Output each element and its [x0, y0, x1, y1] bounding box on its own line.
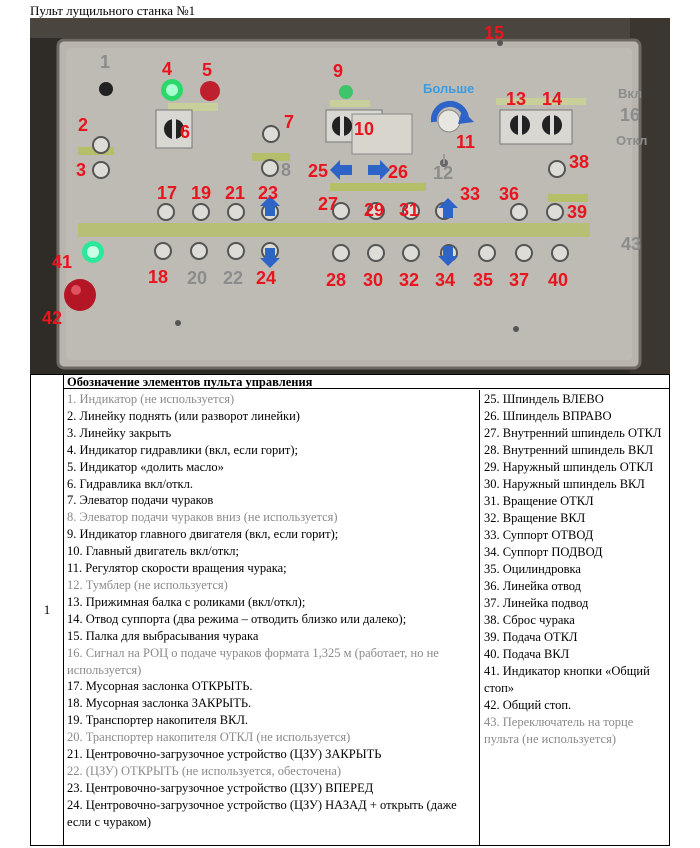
callout-13: 13 [506, 89, 527, 109]
legend-item: 13. Прижимная балка с роликами (вкл/откл); [67, 594, 306, 609]
legend-item: 12. Тумблер (не используется) [67, 577, 228, 592]
callout-8: 8 [281, 160, 292, 180]
legend-table [30, 374, 670, 846]
callout-34: 34 [435, 270, 456, 290]
legend-item: 4. Индикатор гидравлики (вкл, если горит); [67, 442, 299, 457]
legend-item: 11. Регулятор скорости вращения чурака; [67, 561, 287, 576]
legend-item: 38. Сброс чурака [484, 613, 575, 627]
callout-41: 41 [52, 252, 73, 272]
callout-5: 5 [202, 60, 213, 80]
legend-item: 17. Мусорная заслонка ОТКРЫТЬ. [67, 679, 253, 694]
callout-25: 25 [308, 161, 329, 181]
legend-item: 2. Линейку поднять (или разворот линейки) [67, 408, 300, 423]
callout-14: 14 [542, 89, 563, 109]
legend-item: 20. Транспортер накопителя ОТКЛ (не используется) [67, 730, 351, 745]
callout-40: 40 [548, 270, 569, 290]
support-switch-icon [542, 115, 562, 135]
callout-18: 18 [148, 267, 169, 287]
legend-item: 42. Общий стоп. [484, 698, 572, 712]
callout-21: 21 [225, 183, 246, 203]
legend-item: 16. Сигнал на РОЦ о подаче чураков формата 1,325 м (работает, но не используется) [67, 645, 439, 677]
speed-regulator-icon [438, 110, 460, 132]
label-on: Вкл [618, 86, 643, 101]
callout-35: 35 [473, 270, 494, 290]
callout-1: 1 [100, 52, 111, 72]
legend-item: 39. Подача ОТКЛ [484, 630, 578, 644]
hydraulics-indicator-icon [161, 79, 183, 101]
callout-17: 17 [157, 183, 178, 203]
legend-item: 22. (ЦЗУ) ОТКРЫТЬ (не используется, обесточена) [67, 763, 342, 778]
emergency-stop-icon [64, 279, 96, 311]
legend-item: 23. Центровочно-загрузочное устройство (ЦЗУ) ВПЕРЕД [67, 780, 374, 795]
callout-24: 24 [256, 268, 277, 288]
legend-item: 10. Главный двигатель вкл/откл; [67, 544, 240, 559]
legend-item: 9. Индикатор главного двигателя (вкл, если горит); [67, 527, 339, 542]
callout-9: 9 [333, 61, 344, 81]
callout-36: 36 [499, 184, 520, 204]
legend-item: 14. Отвод суппорта (два режима – отводить близко или далеко); [67, 611, 407, 626]
legend-item: 19. Транспортер накопителя ВКЛ. [67, 713, 249, 728]
legend-item: 31. Вращение ОТКЛ [484, 494, 594, 508]
callout-6: 6 [180, 122, 191, 142]
callout-28: 28 [326, 270, 347, 290]
legend-right-column [481, 390, 669, 749]
legend-left-column [64, 390, 480, 845]
callout-12: 12 [433, 163, 454, 183]
callout-2: 2 [78, 115, 89, 135]
legend-item: 3. Линейку закрыть [67, 425, 172, 440]
callout-42: 42 [42, 308, 63, 328]
label-strip [330, 100, 370, 107]
legend-item: 43. Переключатель на торце пульта (не используется) [484, 715, 634, 746]
callout-31: 31 [399, 200, 420, 220]
callout-29: 29 [364, 200, 385, 220]
callout-27: 27 [318, 194, 339, 214]
control-panel-photo [30, 18, 670, 374]
legend-item: 24. Центровочно-загрузочное устройство (ЦЗУ) НАЗАД + открыть (даже если с чураком) [67, 797, 457, 829]
indicator-1-icon [99, 82, 113, 96]
label-strip [548, 194, 588, 202]
clamp-switch-icon [510, 115, 530, 135]
table-header: Обозначение элементов пульта управления [64, 375, 669, 389]
label-strip-long [78, 223, 590, 237]
main-motor-switch-icon [332, 116, 352, 136]
callout-11: 11 [456, 132, 476, 152]
callout-23: 23 [258, 183, 279, 203]
legend-item: 5. Индикатор «долить масло» [67, 459, 224, 474]
callout-26: 26 [388, 162, 409, 182]
callout-33: 33 [460, 184, 481, 204]
callout-38: 38 [569, 152, 590, 172]
legend-item: 18. Мусорная заслонка ЗАКРЫТЬ. [67, 696, 252, 711]
callout-19: 19 [191, 183, 212, 203]
callout-20: 20 [187, 268, 208, 288]
legend-item: 40. Подача ВКЛ [484, 647, 570, 661]
legend-item: 30. Наружный шпиндель ВКЛ [484, 477, 645, 491]
legend-item: 21. Центровочно-загрузочное устройство (ЦЗУ) ЗАКРЫТЬ [67, 747, 382, 762]
callout-4: 4 [162, 59, 173, 79]
legend-item: 7. Элеватор подачи чураков [67, 493, 214, 508]
oil-indicator-icon [200, 81, 220, 101]
callout-3: 3 [76, 160, 87, 180]
legend-item: 36. Линейка отвод [484, 579, 582, 593]
callout-32: 32 [399, 270, 420, 290]
legend-item: 8. Элеватор подачи чураков вниз (не используется) [67, 510, 338, 525]
page-caption: Пульт лущильного станка №1 [30, 3, 196, 18]
callout-39: 39 [567, 202, 588, 222]
legend-item: 32. Вращение ВКЛ [484, 511, 586, 525]
callout-7: 7 [284, 112, 295, 132]
label-strip [330, 183, 426, 191]
callout-43: 43 [621, 234, 642, 254]
stop-indicator-icon [82, 241, 104, 263]
legend-item: 35. Оцилиндровка [484, 562, 581, 576]
row-number: 1 [31, 375, 64, 845]
callout-10: 10 [354, 119, 375, 139]
legend-item: 6. Гидравлика вкл/откл. [67, 476, 193, 491]
legend-item: 25. Шпиндель ВЛЕВО [484, 392, 604, 406]
legend-item: 1. Индикатор (не используется) [67, 392, 235, 406]
legend-item: 41. Индикатор кнопки «Общий стоп» [484, 664, 650, 695]
legend-item: 34. Суппорт ПОДВОД [484, 545, 603, 559]
legend-item: 27. Внутренний шпиндель ОТКЛ [484, 426, 662, 440]
legend-item: 29. Наружный шпиндель ОТКЛ [484, 460, 654, 474]
callout-15: 15 [484, 23, 505, 43]
legend-item: 28. Внутренний шпиндель ВКЛ [484, 443, 654, 457]
legend-item: 37. Линейка подвод [484, 596, 589, 610]
main-motor-indicator-icon [339, 85, 353, 99]
callout-22: 22 [223, 268, 244, 288]
callout-30: 30 [363, 270, 384, 290]
legend-item: 33. Суппорт ОТВОД [484, 528, 594, 542]
callout-37: 37 [509, 270, 530, 290]
legend-item: 26. Шпиндель ВПРАВО [484, 409, 612, 423]
legend-item: 15. Палка для выбрасывания чурака [67, 628, 259, 643]
callout-16: 16 [620, 105, 641, 125]
label-off: Откл [616, 133, 648, 148]
label-more: Больше [423, 81, 475, 96]
